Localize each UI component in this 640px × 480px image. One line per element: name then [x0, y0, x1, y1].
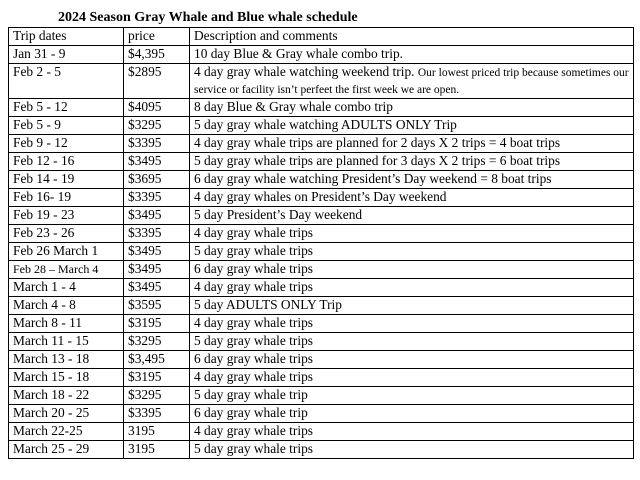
trip-dates-cell: Feb 5 - 9 [9, 117, 124, 135]
description-cell: 6 day gray whale watching President’s Day weekend = 8 boat trips [190, 171, 634, 189]
table-row [9, 135, 634, 153]
table-row [9, 441, 634, 459]
price-cell: $3495 [124, 261, 190, 279]
description-text: 4 day gray whale watching weekend trip. [194, 64, 415, 79]
trip-dates-cell: Jan 31 - 9 [9, 46, 124, 64]
price-cell: $4,395 [124, 46, 190, 64]
trip-dates-cell: March 15 - 18 [9, 369, 124, 387]
trip-dates-cell: Feb 28 – March 4 [9, 261, 124, 279]
column-header-description: Description and comments [190, 28, 634, 46]
trip-dates-cell: Feb 26 March 1 [9, 243, 124, 261]
table-row [9, 369, 634, 387]
price-cell: $3495 [124, 153, 190, 171]
trip-dates-cell: Feb 19 - 23 [9, 207, 124, 225]
column-header-trip-dates: Trip dates [9, 28, 124, 46]
price-cell: $3395 [124, 225, 190, 243]
table-row [9, 46, 634, 64]
table-row [9, 297, 634, 315]
table-row [9, 153, 634, 171]
description-cell: 4 day gray whale trips [190, 315, 634, 333]
trip-dates-cell: March 1 - 4 [9, 279, 124, 297]
price-cell: $3595 [124, 297, 190, 315]
trip-dates-cell: March 13 - 18 [9, 351, 124, 369]
price-cell: $3695 [124, 171, 190, 189]
trip-dates-cell: March 22-25 [9, 423, 124, 441]
table-row [9, 423, 634, 441]
trip-dates-cell: March 11 - 15 [9, 333, 124, 351]
trip-dates-cell: Feb 16- 19 [9, 189, 124, 207]
table-row [9, 261, 634, 279]
trip-dates-cell: March 20 - 25 [9, 405, 124, 423]
description-cell: 5 day gray whale trips are planned for 3 days X 2 trips = 6 boat trips [190, 153, 634, 171]
description-cell: 8 day Blue & Gray whale combo trip [190, 99, 634, 117]
price-cell: $3395 [124, 189, 190, 207]
table-row [9, 207, 634, 225]
description-cell: 6 day gray whale trip [190, 405, 634, 423]
description-cell: 5 day gray whale watching ADULTS ONLY Trip [190, 117, 634, 135]
description-cell: 5 day gray whale trips [190, 333, 634, 351]
price-cell: $3295 [124, 387, 190, 405]
description-cell: 5 day President’s Day weekend [190, 207, 634, 225]
table-row [9, 405, 634, 423]
table-header-row [9, 28, 634, 46]
price-cell: 3195 [124, 441, 190, 459]
table-row [9, 243, 634, 261]
trip-dates-cell: March 4 - 8 [9, 297, 124, 315]
table-row [9, 117, 634, 135]
description-cell: 4 day gray whale trips [190, 279, 634, 297]
description-cell: 5 day gray whale trips [190, 243, 634, 261]
description-cell: 5 day ADULTS ONLY Trip [190, 297, 634, 315]
description-cell: 4 day gray whale trips [190, 369, 634, 387]
price-cell: $3495 [124, 207, 190, 225]
price-cell: $3395 [124, 405, 190, 423]
description-cell: 6 day gray whale trips [190, 261, 634, 279]
price-cell: $3495 [124, 279, 190, 297]
page-title: 2024 Season Gray Whale and Blue whale schedule [58, 10, 358, 25]
trip-dates-cell: March 8 - 11 [9, 315, 124, 333]
price-cell: $4095 [124, 99, 190, 117]
trip-dates-cell: March 18 - 22 [9, 387, 124, 405]
trip-dates-cell: March 25 - 29 [9, 441, 124, 459]
trip-dates-cell: Feb 14 - 19 [9, 171, 124, 189]
description-note: Our lowest priced trip because sometimes our service or facility isn’t perfeet the first week we are open. [194, 67, 629, 96]
table-row [9, 387, 634, 405]
trip-dates-cell: Feb 23 - 26 [9, 225, 124, 243]
price-cell: $3295 [124, 333, 190, 351]
price-cell: $3395 [124, 135, 190, 153]
price-cell: $3495 [124, 243, 190, 261]
column-header-price: price [124, 28, 190, 46]
price-cell: $3195 [124, 369, 190, 387]
table-row [9, 225, 634, 243]
table-row [9, 351, 634, 369]
trip-dates-cell: Feb 5 - 12 [9, 99, 124, 117]
description-cell: 10 day Blue & Gray whale combo trip. [190, 46, 634, 64]
description-cell: 4 day gray whale trips [190, 225, 634, 243]
price-cell: $2895 [124, 64, 190, 99]
description-cell [190, 64, 634, 99]
price-cell: $3,495 [124, 351, 190, 369]
trip-dates-cell: Feb 9 - 12 [9, 135, 124, 153]
trip-dates-cell: Feb 12 - 16 [9, 153, 124, 171]
description-cell: 5 day gray whale trip [190, 387, 634, 405]
schedule-table [8, 27, 634, 459]
description-cell: 4 day gray whale trips [190, 423, 634, 441]
price-cell: $3295 [124, 117, 190, 135]
table-row [9, 99, 634, 117]
description-cell: 5 day gray whale trips [190, 441, 634, 459]
table-row [9, 279, 634, 297]
table-row [9, 64, 634, 99]
table-row [9, 315, 634, 333]
description-cell: 4 day gray whale trips are planned for 2 days X 2 trips = 4 boat trips [190, 135, 634, 153]
description-cell: 6 day gray whale trips [190, 351, 634, 369]
trip-dates-cell: Feb 2 - 5 [9, 64, 124, 99]
description-cell: 4 day gray whales on President’s Day weekend [190, 189, 634, 207]
table-row [9, 171, 634, 189]
price-cell: 3195 [124, 423, 190, 441]
table-row [9, 333, 634, 351]
table-row [9, 189, 634, 207]
price-cell: $3195 [124, 315, 190, 333]
